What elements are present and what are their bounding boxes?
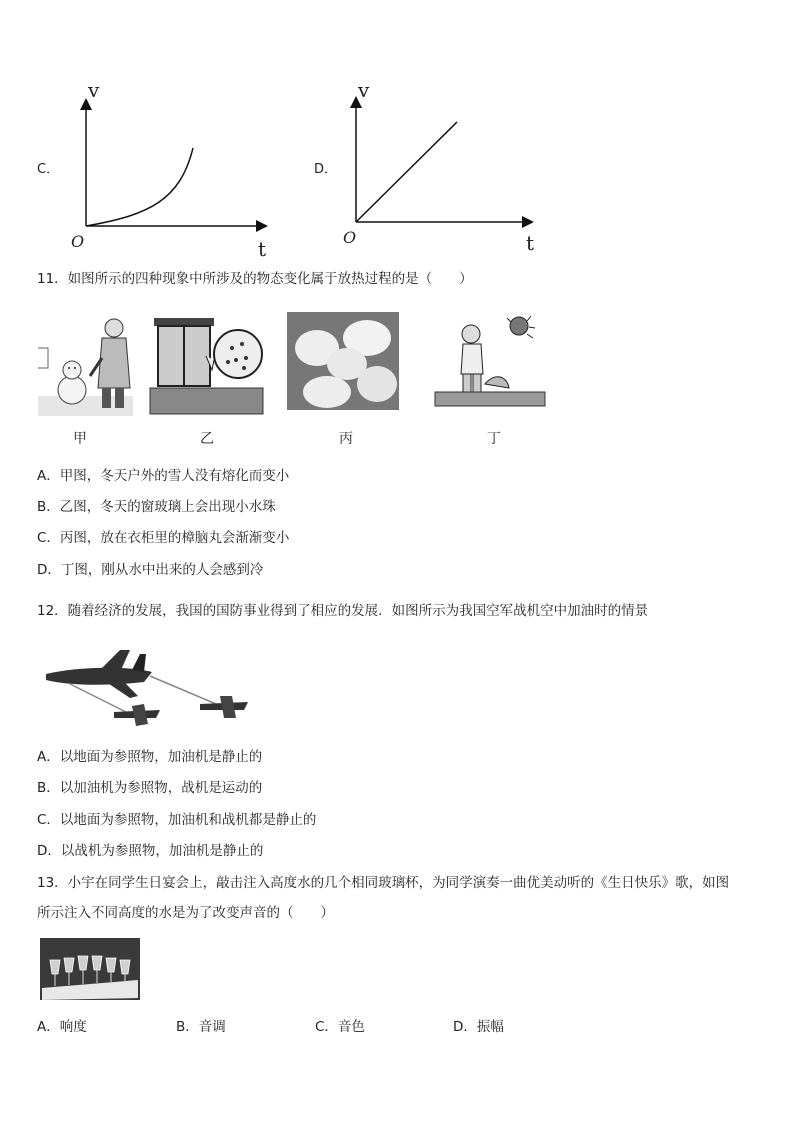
q11-image-bing — [287, 312, 399, 410]
q13-option-d: D．振幅 — [453, 1019, 504, 1035]
q11-option-c: C．丙图，放在衣柜里的樟脑丸会渐渐变小 — [37, 530, 290, 546]
q13-stem-line1: 13．小宇在同学生日宴会上，敲击注入高度水的几个相同玻璃杯，为同学演奏一曲优美动听的《生日快乐》歌，如图 — [37, 875, 730, 891]
q11-option-d: D．丁图，刚从水中出来的人会感到冷 — [37, 562, 264, 578]
q12-option-d: D．以战机为参照物，加油机是静止的 — [37, 843, 264, 859]
q13-option-b: B．音调 — [176, 1019, 226, 1035]
q11-caption-yi: 乙 — [200, 431, 214, 447]
q11-stem: 11．如图所示的四种现象中所涉及的物态变化属于放热过程的是（ ） — [37, 271, 473, 287]
q13-stem-line2: 所示注入不同高度的水是为了改变声音的（ ） — [37, 905, 334, 921]
q13-option-c: C．音色 — [315, 1019, 365, 1035]
q11-image-ding — [435, 312, 545, 412]
graph-c-origin-label: O — [71, 232, 85, 251]
q11-caption-jia: 甲 — [73, 431, 87, 447]
q12-image-refueling — [40, 646, 255, 728]
graph-d-x-axis-label: t — [526, 231, 535, 255]
q12-option-c: C．以地面为参照物，加油机和战机都是静止的 — [37, 812, 317, 828]
q11-caption-bing: 丙 — [339, 431, 353, 447]
graph-c-x-axis-label: t — [258, 237, 267, 261]
q12-option-a: A．以地面为参照物，加油机是静止的 — [37, 749, 263, 765]
q13-image-glasses — [40, 938, 140, 1000]
q11-image-yi — [150, 314, 263, 414]
graph-d — [0, 0, 560, 260]
q11-image-jia — [38, 308, 133, 416]
q11-option-a: A．甲图，冬天户外的雪人没有熔化而变小 — [37, 468, 290, 484]
q12-option-b: B．以加油机为参照物，战机是运动的 — [37, 780, 263, 796]
graph-d-origin-label: O — [343, 228, 357, 247]
q12-stem: 12．随着经济的发展，我国的国防事业得到了相应的发展．如图所示为我国空军战机空中加油时的情景 — [37, 603, 649, 619]
graph-c-option-label: C． — [37, 162, 60, 177]
q13-option-a: A．响度 — [37, 1019, 87, 1035]
graph-c-y-axis-label: v — [88, 78, 100, 102]
graph-d-line — [356, 122, 457, 222]
graph-d-option-label: D． — [314, 162, 338, 177]
q11-caption-ding: 丁 — [487, 431, 501, 447]
q11-option-b: B．乙图，冬天的窗玻璃上会出现小水珠 — [37, 499, 276, 515]
graph-d-y-axis-label: v — [358, 78, 370, 102]
